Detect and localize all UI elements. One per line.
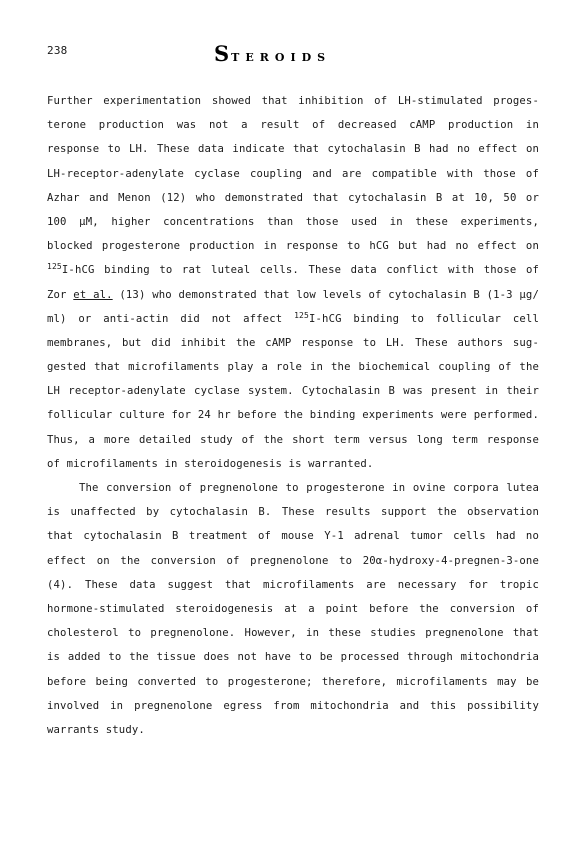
text-line: before being converted to progesterone; therefore, microfilaments may be — [47, 675, 539, 688]
isotope-superscript: 125 — [294, 310, 309, 320]
text-line: warrants study. — [47, 723, 145, 736]
text-line: gested that microfilaments play a role in the biochemical coupling of the — [47, 361, 539, 374]
page-number: 238 — [47, 44, 68, 57]
text-line: Thus, a more detailed study of the short term versus long term response — [47, 433, 539, 446]
text-line — [47, 258, 539, 282]
text-line: is unaffected by cytochalasin B. These results support the observation — [47, 506, 539, 519]
text-line: blocked progesterone production in response to hCG but had no effect on — [47, 240, 539, 253]
journal-title-rest: TEROIDS — [231, 51, 332, 64]
text-line: LH-receptor-adenylate cyclase coupling and are compatible with those of — [47, 167, 539, 180]
text-segment: I-hCG binding to rat luteal cells. These data conflict with those of — [61, 264, 539, 277]
paragraph-1 — [47, 89, 539, 476]
text-line: hormone-stimulated steroidogenesis at a point before the conversion of — [47, 602, 539, 615]
text-line: LH receptor-adenylate cyclase system. Cytochalasin B was present in their — [47, 385, 539, 398]
text-segment: Zor — [47, 288, 74, 301]
paragraph-2 — [47, 476, 539, 742]
text-line — [47, 307, 539, 331]
journal-title — [214, 41, 331, 66]
body-text — [47, 89, 539, 742]
text-line: response to LH. These data indicate that cytochalasin B had no effect on — [47, 143, 539, 156]
journal-title-initial: S — [214, 41, 232, 66]
text-line: membranes, but did inhibit the cAMP response to LH. These authors sug- — [47, 336, 539, 349]
text-segment: ml) or anti-actin did not affect — [47, 312, 295, 325]
text-line: 100 µM, higher concentrations than those used in these experiments, — [47, 215, 539, 228]
text-line: The conversion of pregnenolone to progesterone in ovine corpora lutea — [79, 482, 539, 494]
isotope-superscript: 125 — [47, 262, 62, 272]
text-line: terone production was not a result of decreased cAMP production in — [47, 119, 539, 132]
text-line: involved in pregnenolone egress from mitochondria and this possibility — [47, 699, 539, 712]
text-line: Azhar and Menon (12) who demonstrated that cytochalasin B at 10, 50 or — [47, 191, 539, 204]
text-line: is added to the tissue does not have to be processed through mitochondria — [47, 651, 539, 664]
text-line: that cytochalasin B treatment of mouse Y-1 adrenal tumor cells had no — [47, 530, 539, 543]
text-line: follicular culture for 24 hr before the binding experiments were performed. — [47, 409, 539, 422]
text-line: of microfilaments in steroidogenesis is warranted. — [47, 457, 374, 470]
text-line: cholesterol to pregnenolone. However, in these studies pregnenolone that — [47, 627, 539, 640]
text-line: Further experimentation showed that inhibition of LH-stimulated proges- — [47, 95, 539, 107]
text-line — [47, 283, 539, 307]
text-segment: I-hCG binding to follicular cell — [308, 312, 539, 325]
text-line: effect on the conversion of pregnenolone to 20α-hydroxy-4-pregnen-3-one — [47, 554, 539, 567]
citation-et-al: et al. — [73, 288, 113, 301]
text-line: (4). These data suggest that microfilaments are necessary for tropic — [47, 578, 539, 591]
text-segment: (13) who demonstrated that low levels of cytochalasin B (1-3 µg/ — [112, 288, 539, 301]
